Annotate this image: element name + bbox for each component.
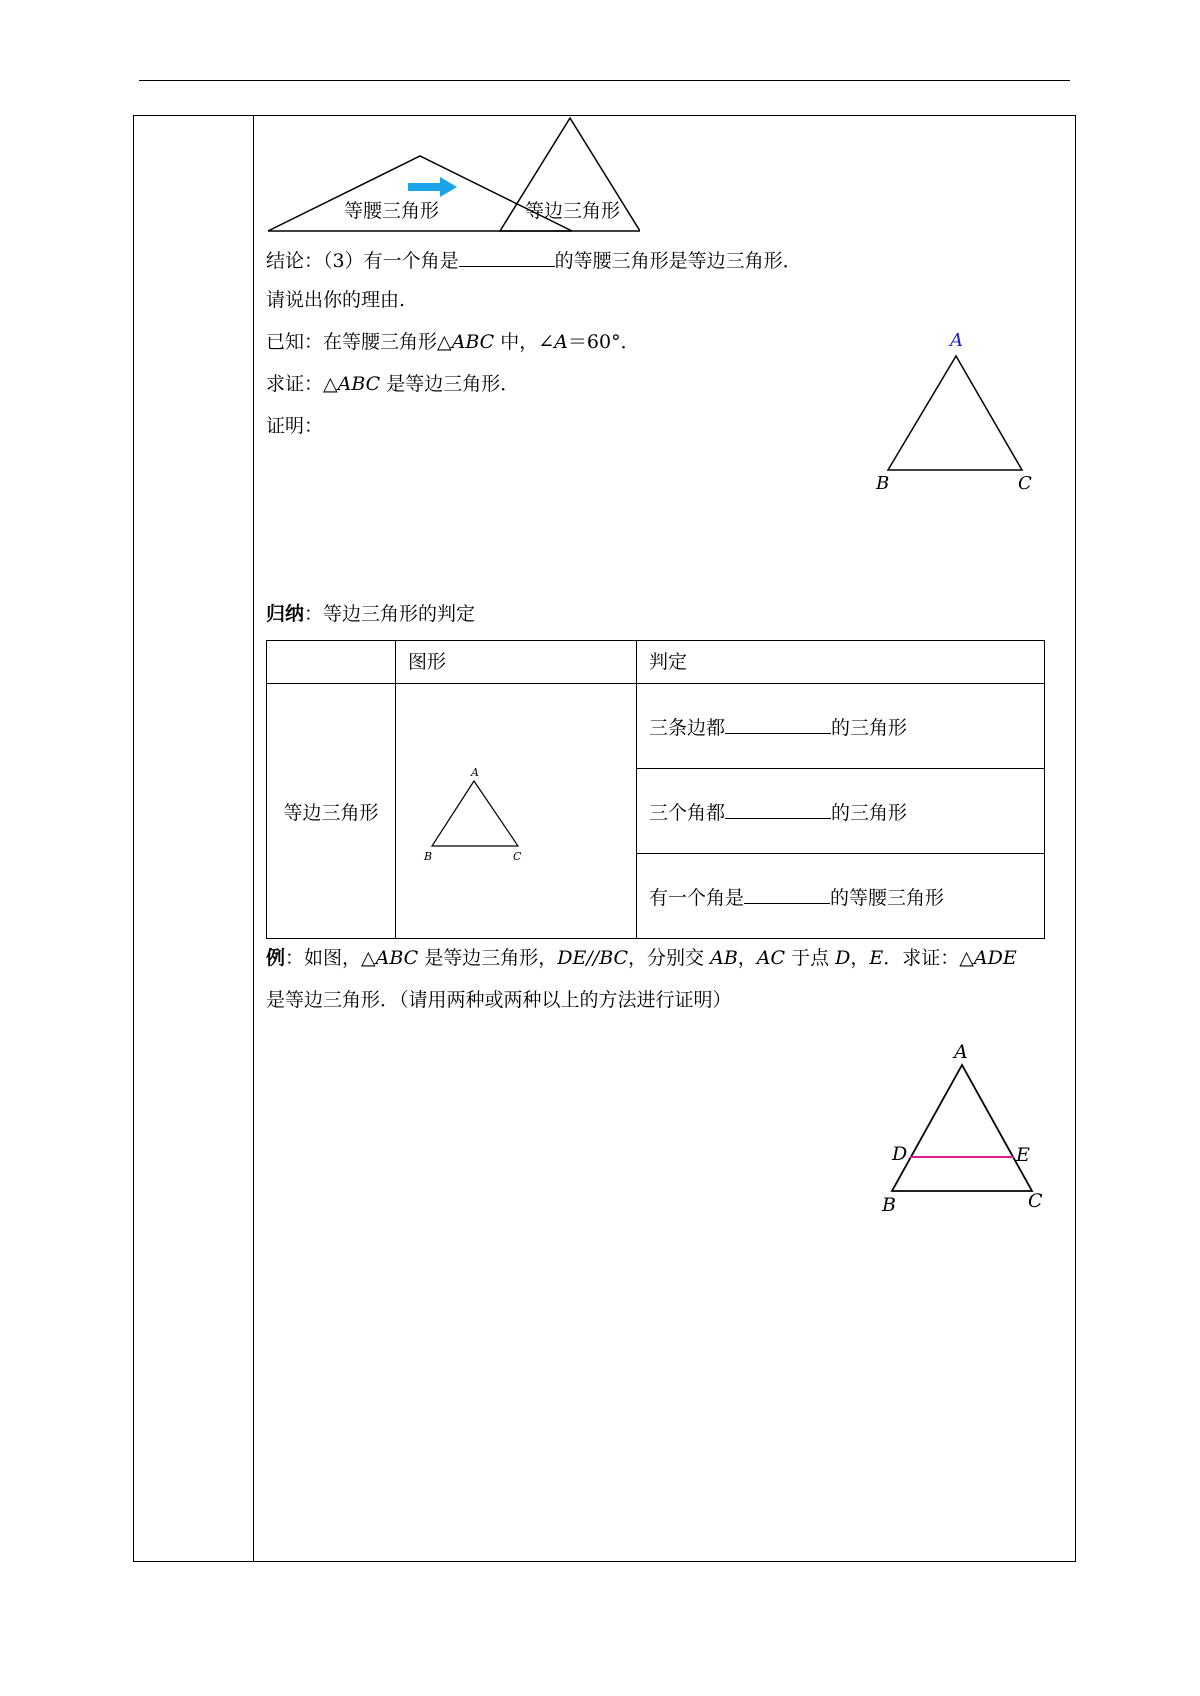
fig2-vertex-c: C (1028, 1190, 1043, 1212)
criterion-one-angle-suffix: 的等腰三角形 (830, 886, 945, 909)
triangle-abc-figure (870, 325, 1040, 495)
given-middle: 中，∠ (494, 331, 555, 353)
table-vertex-b: B (424, 850, 433, 863)
criterion-angles-prefix: 三个角都 (649, 801, 726, 824)
example-math: ABC (375, 947, 419, 969)
right-arrow-icon (408, 177, 457, 197)
criterion-cell-angles (637, 769, 1045, 854)
table-vertex-c: C (513, 850, 522, 863)
prove-line (266, 372, 519, 396)
fig2-vertex-a: A (954, 1041, 968, 1063)
example-line-2: 是等边三角形．（请用两种或两种以上的方法进行证明） (266, 989, 732, 1011)
criterion-cell-one-angle (637, 854, 1045, 939)
page-header-rule (139, 80, 1070, 81)
vertex-b-label: B (876, 473, 890, 494)
criterion-angles-blank[interactable] (725, 800, 831, 819)
criterion-one-angle-prefix: 有一个角是 (649, 886, 745, 909)
triangle-ade-figure (870, 1035, 1050, 1225)
row-figure-cell (396, 684, 637, 939)
criterion-sides-blank[interactable] (725, 715, 831, 734)
prompt-line: 请说出你的理由. (266, 289, 406, 311)
table-triangle-shape (432, 781, 518, 846)
row-label-cell (267, 684, 396, 939)
given-suffix: ＝60°． (567, 331, 640, 353)
header-empty-cell (267, 641, 396, 684)
fig2-vertex-b: B (882, 1194, 896, 1216)
given-triangle: ABC (451, 331, 495, 353)
isosceles-to-equilateral-diagram (260, 110, 640, 240)
example-text: 于点 (785, 947, 836, 969)
isosceles-label: 等腰三角形 (344, 200, 440, 222)
example-math: E (869, 947, 884, 969)
criterion-cell-sides (637, 684, 1045, 769)
table-row (267, 684, 1045, 769)
example-label: 例 (266, 947, 286, 969)
example-math: AC (756, 947, 786, 969)
column-divider (253, 115, 254, 1562)
vertex-c-label: C (1018, 473, 1032, 494)
fig2-triangle-shape (892, 1065, 1032, 1191)
example-text: ：如图，△ (285, 947, 376, 969)
equilateral-label: 等边三角形 (525, 200, 621, 222)
prove-triangle: ABC (337, 373, 381, 395)
triangle-abc-shape (888, 356, 1022, 470)
conclusion-blank[interactable] (459, 248, 555, 267)
table-triangle-figure (396, 751, 614, 871)
conclusion-suffix: 的等腰三角形是等边三角形． (554, 250, 802, 272)
given-prefix: 已知：在等腰三角形△ (266, 331, 452, 353)
row-label: 等边三角形 (283, 801, 379, 824)
proof-label: 证明： (266, 415, 324, 437)
example-math: ADE (973, 947, 1017, 969)
criteria-table (266, 640, 1045, 939)
fig2-vertex-d: D (892, 1143, 908, 1165)
fig2-vertex-e: E (1016, 1144, 1030, 1166)
criterion-sides-prefix: 三条边都 (649, 716, 726, 739)
example-text: 是等边三角形， (418, 947, 558, 969)
given-line (266, 330, 640, 354)
prove-suffix: 是等边三角形． (380, 373, 520, 395)
criterion-one-angle-blank[interactable] (744, 885, 830, 904)
example-text: ，分别交 (628, 947, 711, 969)
summary-text: ：等边三角形的判定 (304, 603, 476, 625)
example-math: DE (557, 947, 587, 969)
prove-prefix: 求证：△ (266, 373, 338, 395)
summary-label: 归纳 (266, 603, 305, 625)
example-math: // (586, 947, 600, 969)
example-math: BC (599, 947, 629, 969)
example-text: ．求证：△ (883, 947, 974, 969)
table-header-row (267, 641, 1045, 684)
header-figure-cell: 图形 (396, 641, 637, 684)
example-math: AB (710, 947, 738, 969)
example-text: ， (850, 947, 870, 969)
criterion-angles-suffix: 的三角形 (831, 801, 908, 824)
given-angle: A (554, 331, 568, 353)
example-line-1 (266, 946, 1017, 970)
example-text: ， (737, 947, 757, 969)
vertex-a-label: A (950, 330, 963, 351)
criterion-sides-suffix: 的三角形 (831, 716, 908, 739)
table-vertex-a: A (471, 766, 479, 779)
header-criterion-cell: 判定 (637, 641, 1045, 684)
conclusion-line (266, 248, 802, 273)
summary-line (266, 602, 475, 626)
example-math: D (835, 947, 851, 969)
conclusion-prefix: 结论：（3）有一个角是 (266, 250, 459, 272)
